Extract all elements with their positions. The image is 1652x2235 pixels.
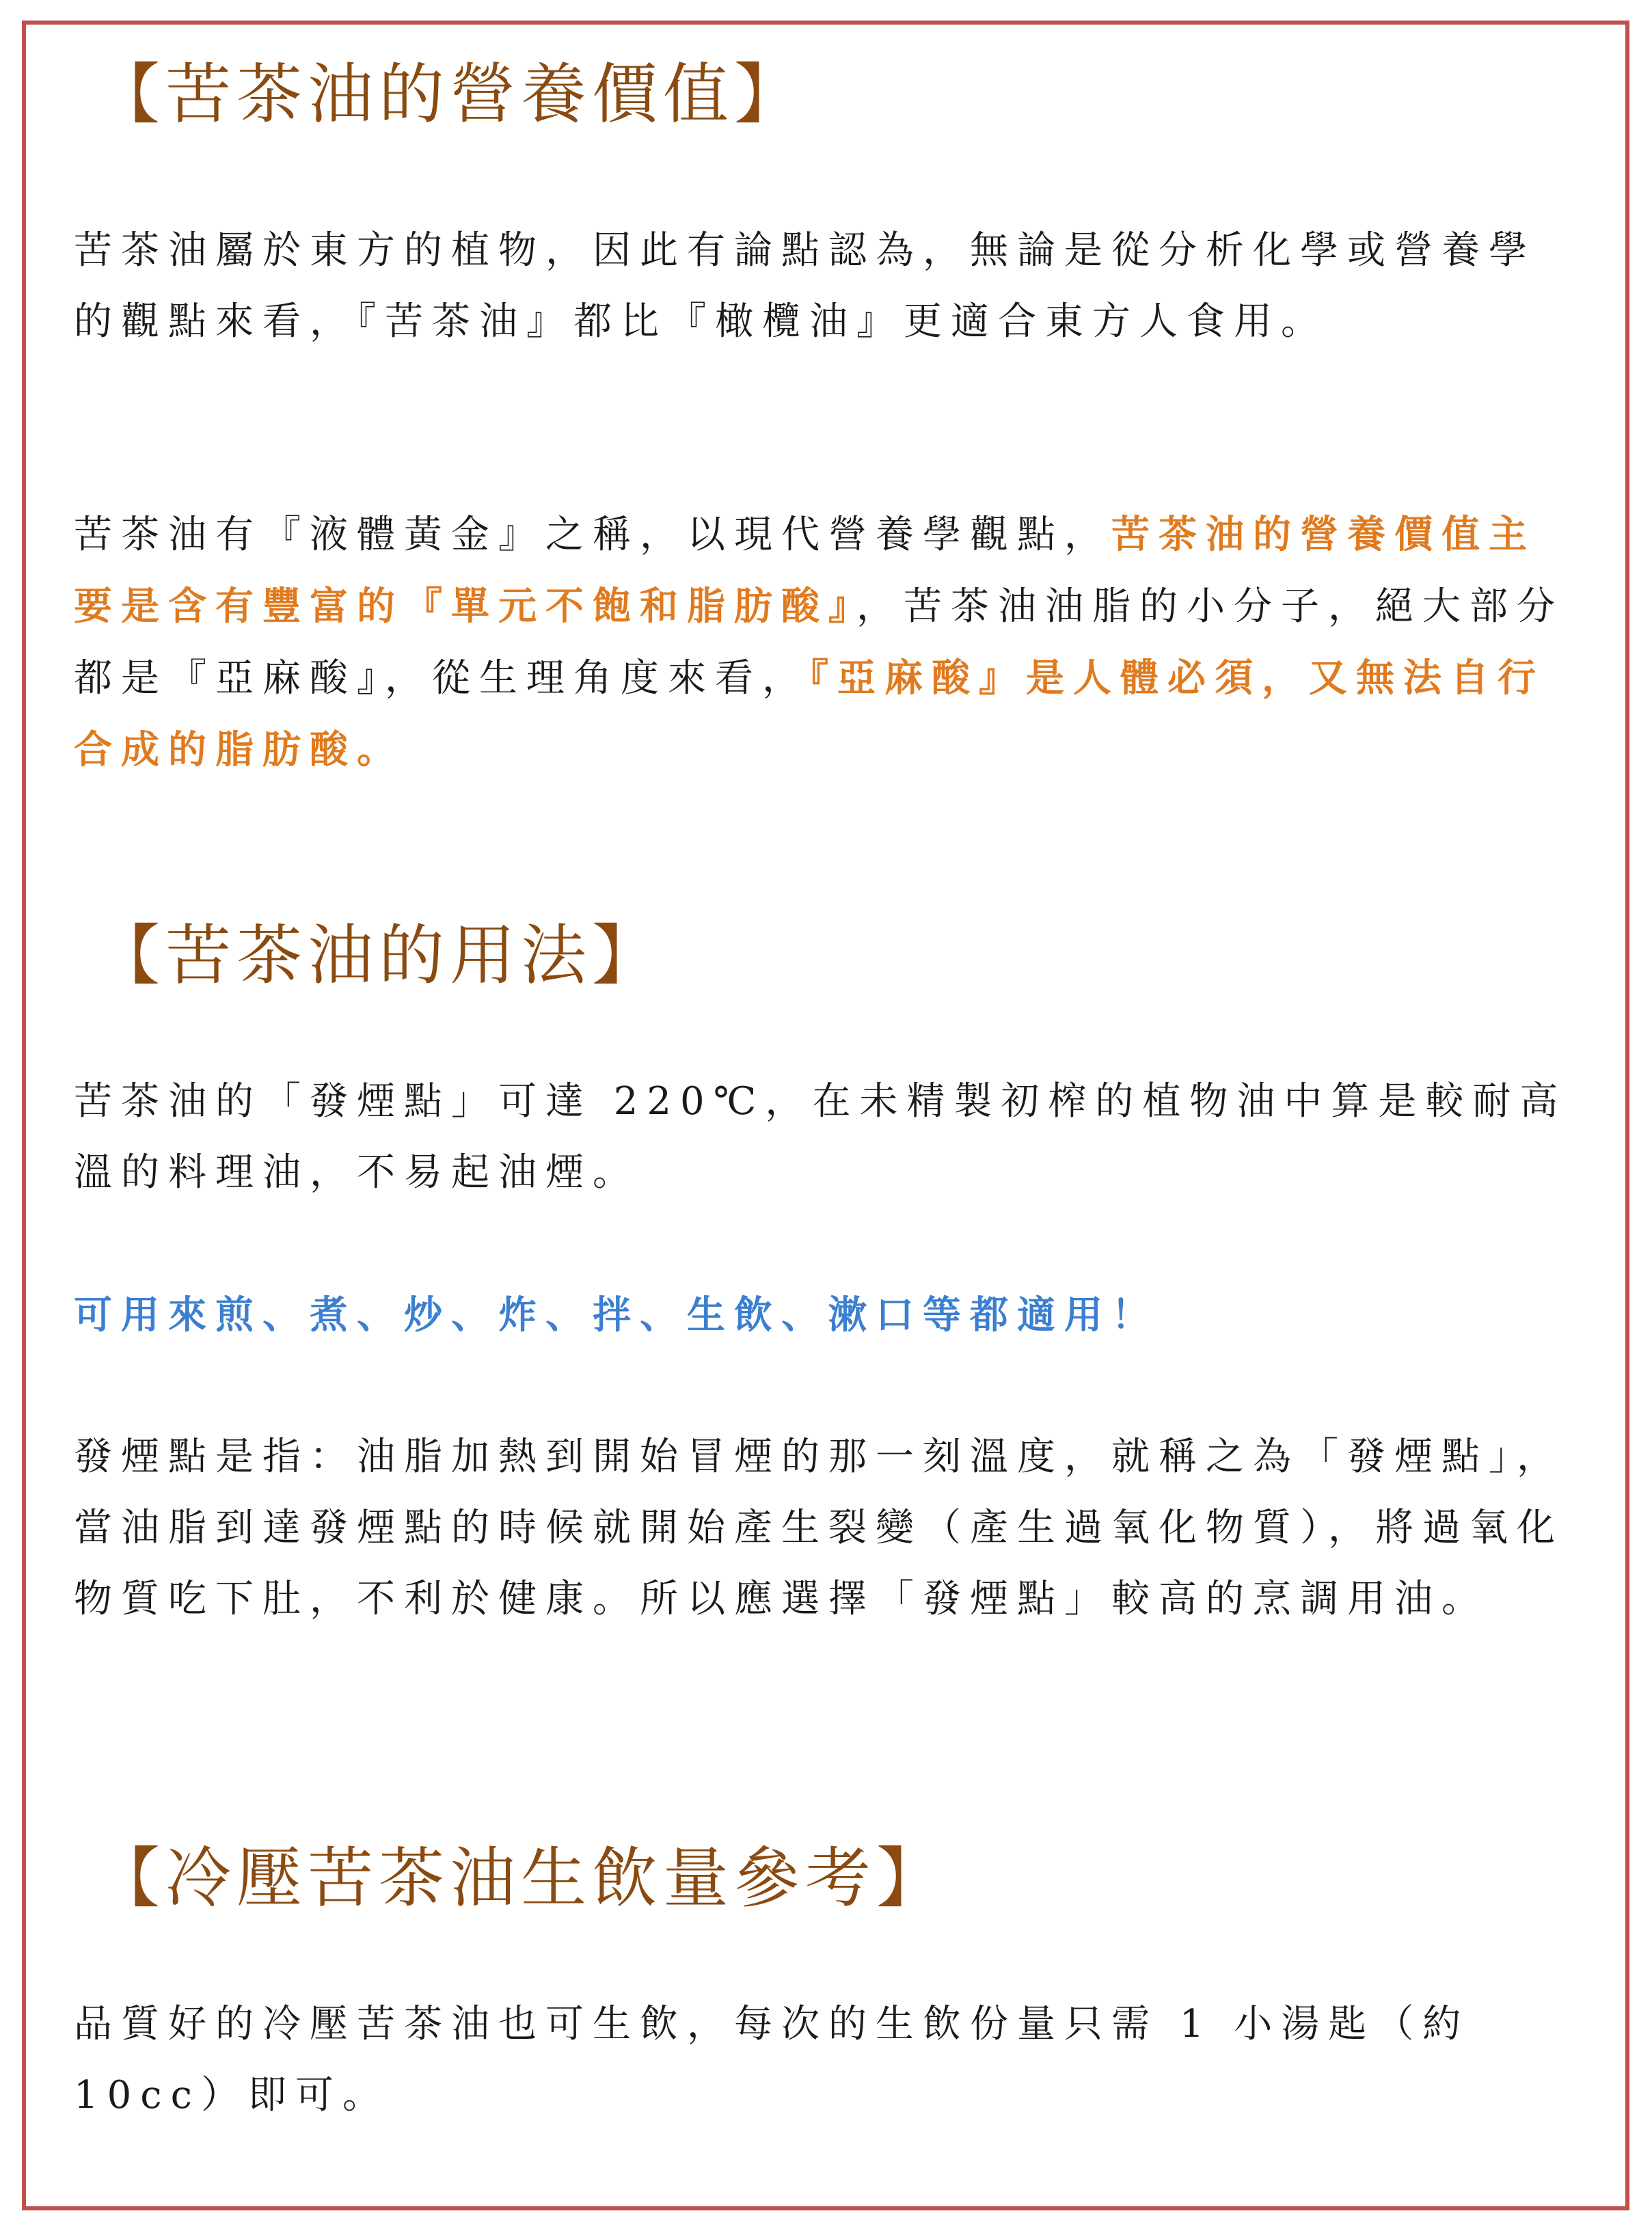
highlight-text: 可用來煎、煮、炒、炸、拌、生飲、漱口等都適用！	[74, 1292, 1159, 1338]
paragraph-text: 苦茶油屬於東方的植物，因此有論點認為，無論是從分析化學或營養學的觀點來看，『苦茶油』都比『橄欖油』更適合東方人食用。	[74, 228, 1536, 344]
paragraph-nutrition-fatty-acid	[74, 499, 1568, 786]
section-heading-nutrition: 【苦茶油的營養價值】	[94, 56, 805, 133]
paragraph-cooking-methods	[74, 1279, 1568, 1351]
paragraph-raw-drinking-amount	[74, 1989, 1568, 2131]
paragraph-smoke-point-definition	[74, 1422, 1568, 1635]
paragraph-text: 品質好的冷壓苦茶油也可生飲，每次的生飲份量只需 1 小湯匙（約 10cc）即可。	[74, 2002, 1470, 2117]
paragraph-text: ，苦茶油油脂的小分子，絕大部分都是『亞麻酸』，從生理角度來看，	[74, 584, 1564, 701]
paragraph-nutrition-origin	[74, 215, 1568, 357]
section-heading-raw-drinking: 【冷壓苦茶油生飲量參考】	[94, 1840, 947, 1916]
paragraph-text: 苦茶油的「發煙點」可達 220℃，在未精製初榨的植物油中算是較耐高溫的料理油，不易起油煙。	[74, 1079, 1567, 1195]
paragraph-smoke-point	[74, 1066, 1568, 1208]
section-heading-usage: 【苦茶油的用法】	[94, 917, 663, 994]
paragraph-text: 苦茶油有『液體黃金』之稱，以現代營養學觀點，	[74, 513, 1111, 557]
highlight-text: 苦茶油的營養價值主要是含有豐富的『單元不飽和脂肪酸』	[74, 512, 1536, 629]
highlight-text: 『亞麻酸』是人體必須，又無法自行合成的脂肪酸。	[74, 655, 1545, 772]
paragraph-text: 發煙點是指：油脂加熱到開始冒煙的那一刻溫度，就稱之為「發煙點」，當油脂到達發煙點的時候就開始產生裂變（產生過氧化物質），將過氧化物質吃下肚，不利於健康。所以應選擇「發煙點」較高的烹調用油。	[74, 1435, 1564, 1621]
